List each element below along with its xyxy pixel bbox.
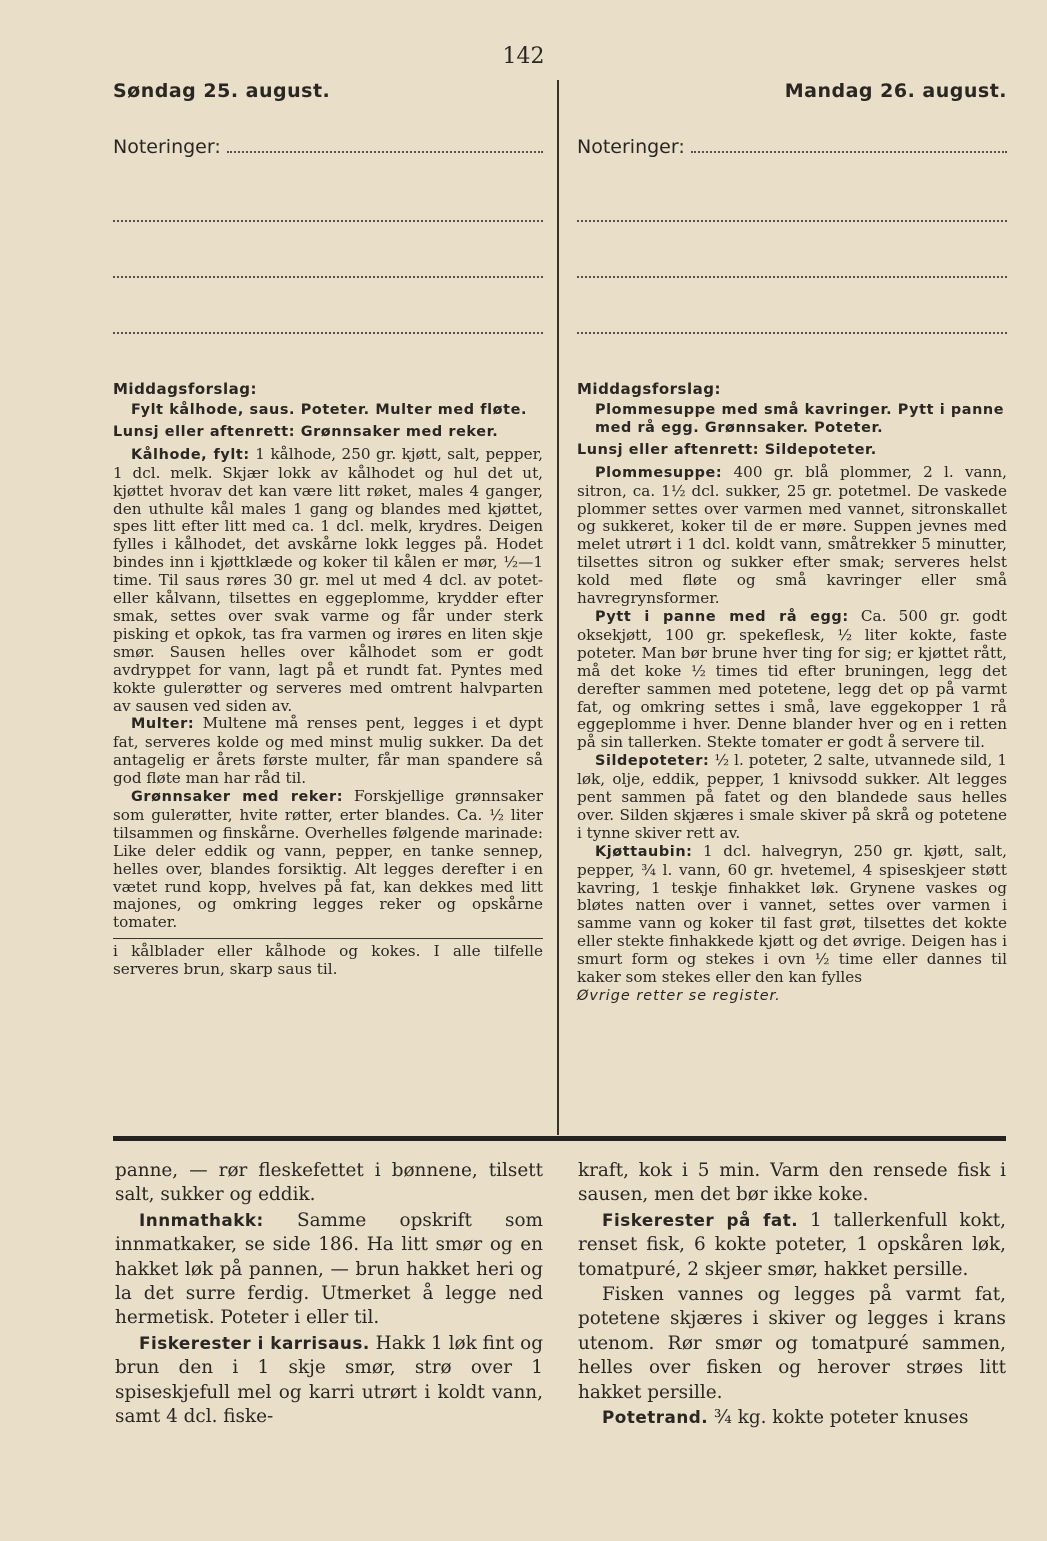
column-divider: [557, 80, 559, 1135]
recipe-paragraph: [113, 788, 543, 932]
recipe-body: 1 dcl. halvegryn, 250 gr. kjøtt, salt, pepper, ¾ l. vann, 60 gr. hvetemel, 4 spiseskjeer støtt kavring, 1 teskje finhakket løk. Grynene vaskes og bløtes natten over i vannet, settes over varmen i samme vann og koker til fast grøt, tilsettes det kokte eller stekte finhakkede kjøtt og det øvrige. Deigen has i smurt form og stekes i ovn ½ time eller dannes til kaker som stekes eller den kan fylles: [577, 841, 1007, 987]
register-note: [577, 987, 1007, 1006]
recipe-paragraph: [578, 1158, 1006, 1208]
recipe-body: ½ l. poteter, 2 salte, utvannede sild, 1 løk, olje, eddik, pepper, 1 knivsodd sukker. Alt legges pent sammen på fatet og den blandede saus helles over. Silden skjæres i smale skiver på skrå og potetene i tynne skiver rett av.: [577, 751, 1007, 842]
dinner-suggestion: Plommesuppe med små kavringer. Pytt i panne med rå egg. Grønnsaker. Poteter.: [595, 402, 1005, 436]
left-column: [113, 80, 543, 979]
recipe-heading: Fiskerester i karrisaus.: [139, 1332, 370, 1353]
recipe-body: ¾ kg. kokte poteter knuses: [708, 1407, 969, 1429]
recipe-heading: Sildepoteter:: [595, 753, 710, 770]
dinner-suggestion-label: Middagsforslag:: [577, 380, 721, 398]
notes-dotted-line: [577, 274, 1007, 278]
dinner-suggestion: Fylt kålhode, saus. Poteter. Multer med fløte.: [131, 402, 528, 418]
recipe-heading: Plommesuppe:: [595, 464, 723, 481]
recipe-heading: Potetrand.: [602, 1407, 709, 1428]
notes-dotted-line: [113, 274, 543, 278]
recipe-body: kraft, kok i 5 min. Varm den rensede fisk i sausen, men det bør ikke koke.: [578, 1160, 1006, 1206]
notes-label: Noteringer:: [577, 136, 685, 158]
notes-dotted-line: [577, 218, 1007, 222]
recipe-heading: Multer:: [131, 716, 195, 733]
recipe-body: Multene må renses pent, legges i et dypt fat, serveres kolde og med minst mulig sukker. Da det antagelig er årets første multer, får man spandere så god fløte man har råd til.: [113, 714, 543, 788]
notes-dotted-line: [577, 330, 1007, 334]
recipe-text: [113, 446, 543, 979]
recipe-body: Hakk 1 løk fint og brun den i 1 skje smør, strø over 1 spiseskjefull mel og karri utrørt i koldt vann, samt 4 dcl. fiske-: [115, 1332, 543, 1428]
recipe-body: Samme opskrift som innmatkaker, se side 186. Ha litt smør og en hakket løk på pannen, — brun hakket heri og la det surre ferdig. Utmerket å legge ned hermetisk. Poteter i eller til.: [115, 1209, 543, 1329]
dinner-suggestion-label: Middagsforslag:: [113, 380, 257, 398]
recipe-paragraph: [577, 464, 1007, 608]
recipe-paragraph: [578, 1405, 1006, 1430]
recipe-paragraph: [115, 1208, 543, 1331]
notes-label: Noteringer:: [113, 136, 221, 158]
recipe-text: [577, 464, 1007, 1006]
recipe-paragraph: [577, 608, 1007, 752]
notes-field: [113, 136, 543, 166]
recipe-body: Ca. 500 gr. godt oksekjøtt, 100 gr. spekeflesk, ½ liter kokte, faste poteter. Man bør brune hver ting for sig; er kjøttet rått, må det koke ½ times tid efter bruningen, legg det derefter sammen med potetene, legg det op på varmt fat, og omkring settes i små, lave eggekopper 1 rå eggeplomme i hver. Denne blander hver og en i retten på sin tallerken. Stekte tomater er godt å servere til.: [577, 606, 1007, 752]
notes-dotted-line: [227, 137, 543, 153]
notes-dotted-line: [113, 218, 543, 222]
notes-dotted-line: [691, 137, 1007, 153]
notes-field: [577, 136, 1007, 166]
notes-dotted-line: [113, 330, 543, 334]
recipe-body: Forskjellige grønnsaker som gulerøtter, hvite røtter, erter blandes. Ca. ½ liter tilsammen og finskårne. Overhelles følgende marinade: Like deler eddik og vann, pepper, en tanke sennep, helles over, blandes forsiktig. Alt legges derefter i en vætet rund kopp, hvelves på fat, kan dekkes med litt majones, og omkring legges reker og opskårne tomater.: [113, 787, 544, 932]
recipe-heading: Pytt i panne med rå egg:: [595, 608, 849, 625]
recipe-heading: Fiskerester på fat.: [602, 1209, 799, 1230]
recipe-heading: Kålhode, fylt:: [131, 446, 250, 463]
recipe-heading: Innmathakk:: [139, 1209, 264, 1230]
recipe-heading: Kjøttaubin:: [595, 843, 693, 860]
recipe-paragraph: [115, 1158, 543, 1208]
recipe-paragraph: [578, 1282, 1006, 1405]
recipe-heading: Grønnsaker med reker:: [131, 789, 344, 806]
day-heading: Mandag 26. august.: [784, 80, 1007, 102]
recipe-body: panne, — rør fleskefettet i bønnene, tilsett salt, sukker og eddik.: [115, 1160, 543, 1206]
recipe-paragraph: [577, 752, 1007, 843]
recipe-body: 1 tallerkenfull kokt, renset fisk, 6 kokte poteter, 1 opskåren løk, tomatpuré, 2 skjeer smør, hakket persille.: [578, 1209, 1006, 1280]
lunch-suggestion: Lunsj eller aftenrett: Sildepoteter.: [577, 441, 877, 458]
day-heading: Søndag 25. august.: [113, 80, 331, 102]
register-reference: Øvrige retter se register.: [577, 988, 781, 1004]
recipe-body: 400 gr. blå plommer, 2 l. vann, sitron, ca. 1½ dcl. sukker, 25 gr. potetmel. De vaskede plommer settes over varmen med vannet, sitronskallet og sukkeret, koker til de er møre. Suppen jevnes med melet utrørt i 1 dcl. koldt vann, småtrekker 5 minutter, tilsettes sitron og sukker efter smak; serveres helst kold med fløte og små kavringer eller små havregrynsformer.: [577, 462, 1007, 608]
bottom-right-column: [578, 1158, 1006, 1430]
page-number: 142: [502, 44, 545, 69]
section-divider: [113, 1136, 1006, 1141]
lunch-suggestion: Lunsj eller aftenrett: Grønnsaker med reker.: [113, 423, 499, 440]
recipe-paragraph: [113, 446, 543, 716]
right-column: [577, 80, 1007, 1006]
recipe-paragraph: [115, 1331, 543, 1430]
footnote-rule: [113, 938, 543, 939]
recipe-body: 1 kålhode, 250 gr. kjøtt, salt, pepper, 1 dcl. melk. Skjær lokk av kålhodet og hul det ut, kjøttet hvorav det kan være litt røket, males 4 ganger, den uthulte kål males 1 gang og blandes med kjøttet, spes litt efter litt med ca. 1 dcl. melk, krydres. Deigen fylles i kålhodet, det avskårne lokk legges på. Hodet bindes inn i kjøttklæde og koker til kålen er mør, ½—1 time. Til saus røres 30 gr. mel ut med 4 dcl. av potet- eller kålvann, tilsettes en eggeplomme, krydder efter smak, settes over svak varme og får under sterk pisking et opkok, tas fra varmen og irøres en liten skje smør. Sausen helles over kålhodet som er godt avdryppet for vann, lagt på et rundt fat. Pyntes med kokte gulerøtter og serveres med omtrent halvparten av sausen ved siden av.: [113, 444, 543, 715]
footnote: i kålblader eller kålhode og kokes. I alle tilfelle serveres brun, skarp saus til.: [113, 942, 543, 979]
recipe-paragraph: [577, 843, 1007, 987]
recipe-paragraph: [578, 1208, 1006, 1282]
recipe-paragraph: [113, 715, 543, 788]
recipe-body: Fisken vannes og legges på varmt fat, potetene skjæres i skiver og legges i krans utenom. Rør smør og tomatpuré sammen, helles over fisken og herover strøes litt hakket persille.: [578, 1284, 1006, 1403]
bottom-left-column: [115, 1158, 543, 1429]
